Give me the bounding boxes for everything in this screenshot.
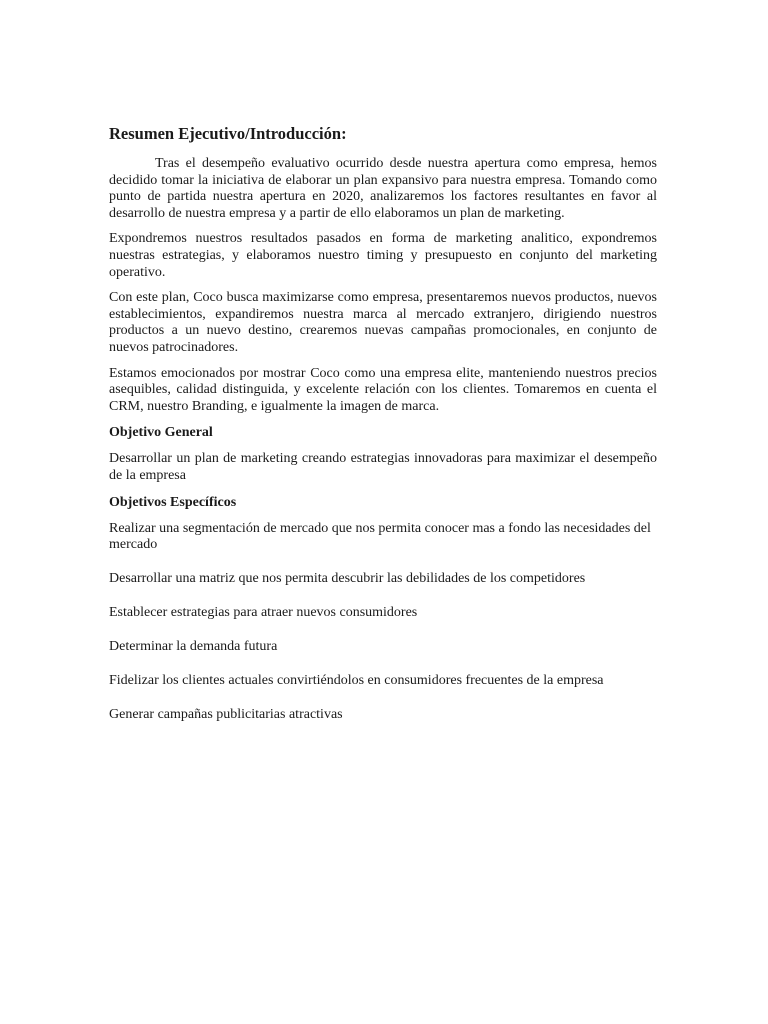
- specific-objectives-list: [109, 521, 657, 724]
- list-item: Generar campañas publicitarias atractivas: [109, 707, 343, 723]
- list-item: Realizar una segmentación de mercado que nos permita conocer mas a fondo las necesidades del mercado: [109, 520, 651, 553]
- list-item: Desarrollar una matriz que nos permita descubrir las debilidades de los competidores: [109, 571, 586, 587]
- list-item: Establecer estrategias para atraer nuevos consumidores: [109, 605, 418, 621]
- intro-paragraph-1: Tras el desempeño evaluativo ocurrido desde nuestra apertura como empresa, hemos decidido tomar la iniciativa de elaborar un plan expansivo para nuestra empresa. Tomando como punto de partida nuestra apertura en 2020, analizaremos los factores resultantes en favor al desarrollo de nuestra empresa y a partir de ello elaboramos un plan de marketing.: [109, 156, 657, 221]
- document-title: Resumen Ejecutivo/Introducción:: [109, 124, 347, 143]
- list-item: Fidelizar los clientes actuales convirtiéndolos en consumidores frecuentes de la empresa: [109, 673, 604, 689]
- intro-paragraph-3: Con este plan, Coco busca maximizarse como empresa, presentaremos nuevos productos, nuevos establecimientos, expandiremos nuestra marca al mercado extranjero, dirigiendo nuestros productos a un nuevo destino, crearemos nuevas campañas promocionales, en conjunto de nuevos patrocinadores.: [109, 290, 657, 355]
- intro-paragraph-4: Estamos emocionados por mostrar Coco como una empresa elite, manteniendo nuestros precios asequibles, calidad distinguida, y excelente relación con los clientes. Tomaremos en cuenta el CRM, nuestro Branding, e igualmente la imagen de marca.: [109, 365, 657, 414]
- general-objective-heading: Objetivo General: [109, 425, 213, 441]
- intro-paragraph-2: Expondremos nuestros resultados pasados en forma de marketing analitico, expondremos nuestras estrategias, y elaboramos nuestro timing y presupuesto en conjunto del marketing operativo.: [109, 231, 657, 280]
- list-item: Determinar la demanda futura: [109, 639, 278, 655]
- document-page: [109, 120, 657, 741]
- general-objective-text: Desarrollar un plan de marketing creando estrategias innovadoras para maximizar el desempeño de la empresa: [109, 451, 657, 483]
- specific-objectives-heading: Objetivos Específicos: [109, 494, 237, 510]
